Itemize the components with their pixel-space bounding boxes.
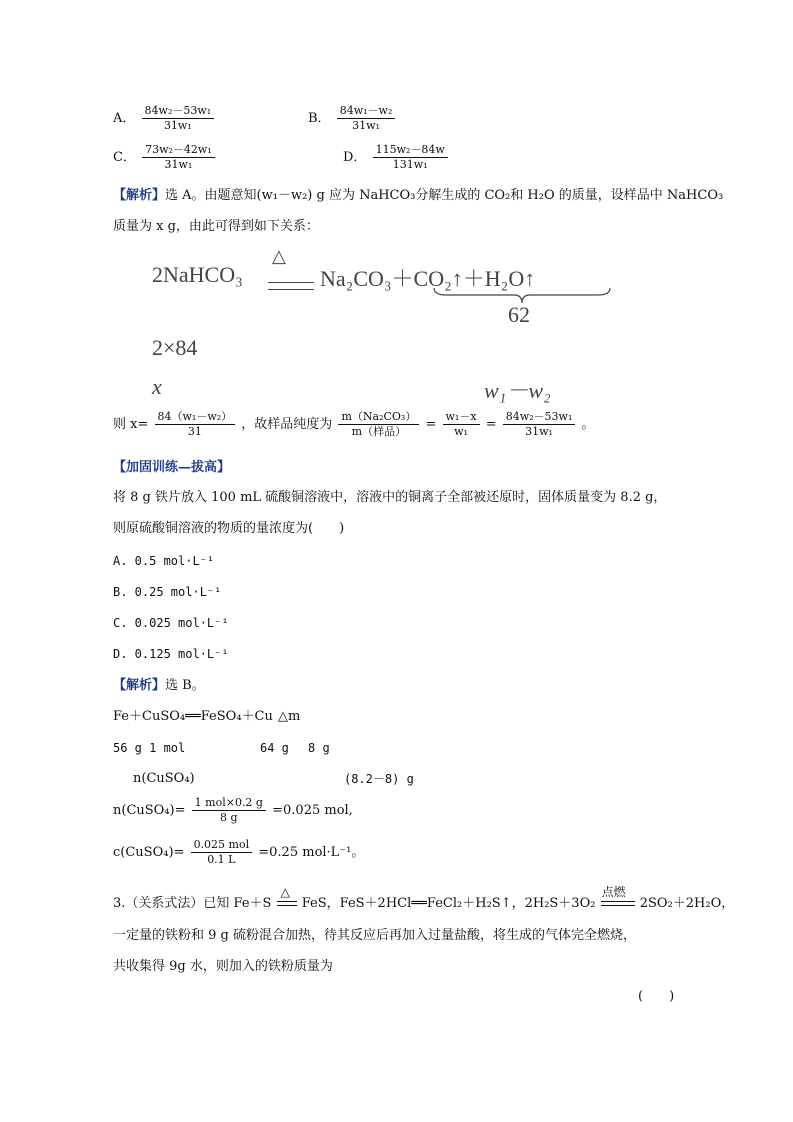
frac3-den: w₁ bbox=[454, 425, 468, 438]
eq-row2: 2×84 bbox=[152, 335, 198, 360]
calc1-prefix: n(CuSO₄)= bbox=[113, 803, 186, 818]
conclusion-fraction-4 bbox=[503, 410, 576, 439]
conclusion-fraction-2 bbox=[338, 410, 419, 439]
calc2 bbox=[113, 838, 364, 867]
option-c-fraction bbox=[142, 143, 215, 172]
frac2-den: m（样品） bbox=[351, 425, 407, 438]
calc1-suffix: =0.025 mol, bbox=[272, 803, 353, 818]
option-b-label: B． bbox=[308, 111, 331, 126]
analysis2-row2-right: (8.2－8) g bbox=[344, 772, 414, 786]
analysis2-delta: △m bbox=[278, 709, 301, 724]
option-c-label: C． bbox=[113, 150, 136, 165]
equation-double-line bbox=[268, 282, 314, 290]
eq-row3-left: x bbox=[152, 374, 162, 399]
section2-option-b: B. 0.25 mol·L⁻¹ bbox=[113, 585, 222, 599]
option-b-denominator: 31w₁ bbox=[352, 119, 380, 132]
analysis2-reaction: Fe＋CuSO₄══FeSO₄＋Cu bbox=[113, 709, 273, 724]
eq2: = bbox=[485, 417, 497, 432]
q3-ignite-label: 点燃 bbox=[601, 885, 626, 899]
calc1-num: 1 mol×0.2 g bbox=[192, 796, 266, 811]
conclusion1 bbox=[113, 410, 595, 439]
option-d-denominator: 131w₁ bbox=[392, 158, 428, 171]
frac3-num: w₁－x bbox=[443, 410, 480, 425]
option-b bbox=[308, 104, 397, 133]
eq-right: Na₂CO₃＋CO₂↑＋H₂O↑ bbox=[320, 266, 536, 291]
frac2-num: m（Na₂CO₃） bbox=[338, 410, 419, 425]
analysis1-line1 bbox=[113, 187, 723, 205]
analysis2-row1-left: 56 g 1 mol bbox=[113, 741, 186, 755]
calc1-fraction bbox=[192, 796, 266, 825]
analysis1-tag: 【解析】 bbox=[113, 188, 166, 203]
frac4-den: 31w₁ bbox=[525, 425, 553, 438]
calc2-fraction bbox=[191, 838, 253, 867]
option-c-numerator: 73w₂－42w₁ bbox=[142, 143, 215, 158]
heat-symbol-icon: △ bbox=[272, 246, 286, 267]
option-a-label: A． bbox=[113, 111, 136, 126]
analysis1-line2: 质量为 x g，由此可得到如下关系： bbox=[113, 219, 319, 234]
frac1-num: 84（w₁－w₂） bbox=[155, 410, 236, 425]
eq1: = bbox=[425, 417, 437, 432]
q3-part-a: 3.（关系式法）已知 Fe＋S bbox=[113, 896, 272, 911]
option-d-fraction bbox=[373, 143, 448, 172]
section2-tag: 【加固训练—拔高】 bbox=[113, 460, 231, 475]
section2-option-a: A. 0.5 mol·L⁻¹ bbox=[113, 554, 215, 568]
option-b-numerator: 84w₁－w₂ bbox=[337, 104, 396, 119]
analysis2-tag: 【解析】 bbox=[113, 678, 166, 693]
question3-line3: 共收集得 9g 水，则加入的铁粉质量为 bbox=[113, 959, 333, 974]
q3-part-b: FeS，FeS＋2HCl══FeCl₂＋H₂S↑，2H₂S＋3O₂ bbox=[301, 896, 596, 911]
q3-ignite-condition bbox=[600, 885, 636, 913]
eq-sum: 62 bbox=[508, 302, 530, 327]
analysis2-row2-left: n(CuSO₄) bbox=[133, 771, 195, 786]
q3-part-c: 2SO₂＋2H₂O， bbox=[639, 896, 735, 911]
option-d-label: D． bbox=[343, 150, 367, 165]
analysis2-row1-mid: 64 g bbox=[260, 741, 289, 755]
section2-question-line1: 将 8 g 铁片放入 100 mL 硫酸铜溶液中，溶液中的铜离子全部被还原时，固体质量变为 8.2 g， bbox=[113, 490, 667, 505]
frac1-den: 31 bbox=[187, 425, 202, 438]
calc1 bbox=[113, 796, 353, 825]
conclusion-prefix: 则 x= bbox=[113, 417, 149, 432]
analysis2-row1-right: 8 g bbox=[308, 741, 330, 755]
calc2-suffix: =0.25 mol·L⁻¹。 bbox=[258, 845, 365, 860]
section2-question-line2: 则原硫酸铜溶液的物质的量浓度为( ) bbox=[113, 521, 345, 536]
q3-double-line-1 bbox=[277, 901, 297, 906]
section2-option-c: C. 0.025 mol·L⁻¹ bbox=[113, 616, 229, 630]
calc2-num: 0.025 mol bbox=[191, 838, 253, 853]
analysis1-text: 选 A。由题意知(w₁－w₂) g 应为 NaHCO₃分解生成的 CO₂和 H₂O 的质量，设样品中 NaHCO₃ bbox=[165, 188, 724, 203]
conclusion-mid: ，故样品纯度为 bbox=[241, 417, 333, 432]
question3-line1 bbox=[113, 885, 735, 913]
eq-row3-right: w₁－w₂ bbox=[484, 378, 551, 403]
option-a bbox=[113, 104, 216, 133]
frac4-num: 84w₂－53w₁ bbox=[503, 410, 576, 425]
option-d bbox=[343, 143, 450, 172]
option-d-numerator: 115w₂－84w bbox=[373, 143, 448, 158]
option-c-denominator: 31w₁ bbox=[164, 158, 193, 171]
calc1-den: 8 g bbox=[220, 811, 238, 824]
option-a-fraction bbox=[142, 104, 215, 133]
calc2-den: 0.1 L bbox=[207, 853, 236, 866]
q3-heat-condition bbox=[276, 885, 298, 913]
option-a-denominator: 31w₁ bbox=[163, 119, 192, 132]
option-c bbox=[113, 143, 217, 172]
eq-left: 2NaHCO₃ bbox=[152, 262, 243, 287]
calc2-prefix: c(CuSO₄)= bbox=[113, 845, 185, 860]
conclusion-fraction-3 bbox=[443, 410, 480, 439]
option-b-fraction bbox=[337, 104, 396, 133]
question3-line2: 一定量的铁粉和 9 g 硫粉混合加热，待其反应后再加入过量盐酸，将生成的气体完全燃烧， bbox=[113, 928, 636, 943]
analysis2-text: 选 B。 bbox=[165, 678, 205, 693]
analysis2-line bbox=[113, 677, 205, 695]
question3-answer-paren: ( ) bbox=[638, 989, 675, 1004]
option-a-numerator: 84w₂－53w₁ bbox=[142, 104, 215, 119]
q3-double-line-2 bbox=[601, 901, 635, 906]
q3-heat-icon: △ bbox=[280, 885, 290, 899]
conclusion-end: 。 bbox=[581, 417, 595, 432]
section2-option-d: D. 0.125 mol·L⁻¹ bbox=[113, 647, 229, 661]
conclusion-fraction-1 bbox=[155, 410, 236, 439]
